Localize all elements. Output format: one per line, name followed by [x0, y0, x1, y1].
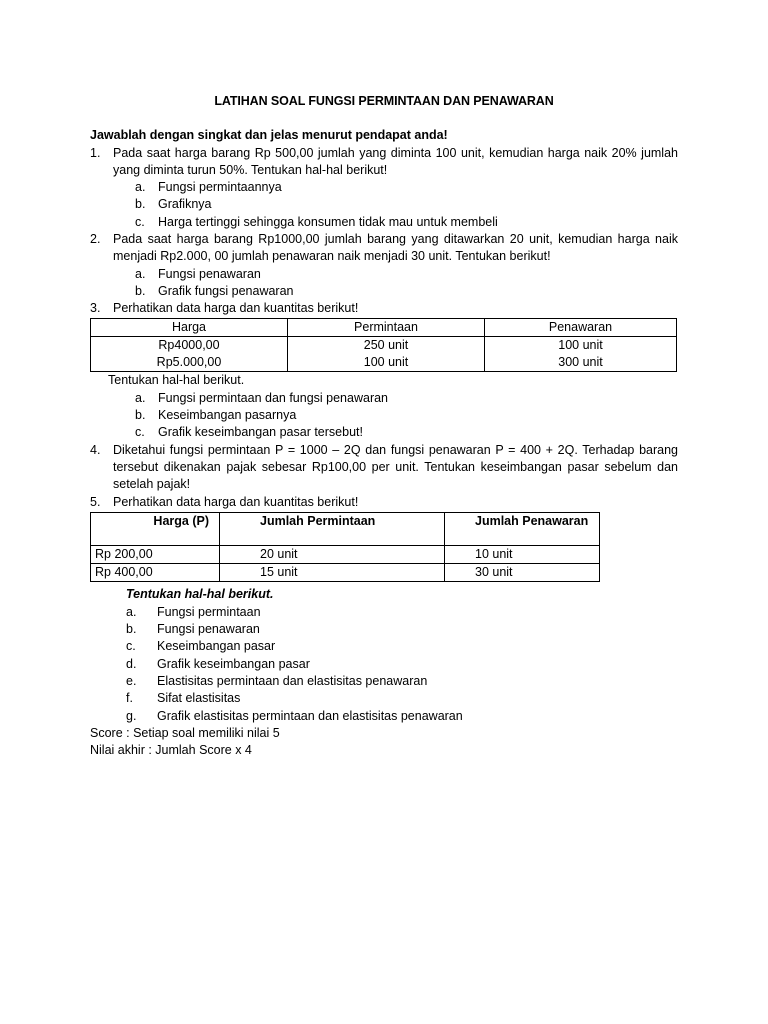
list-item: a. Fungsi permintaan dan fungsi penawaran — [135, 390, 389, 405]
score-note: Score : Setiap soal memiliki nilai 5 — [90, 725, 280, 740]
question-text: Diketahui fungsi permintaan P = 1000 – 2Q dan fungsi penawaran P = 400 + 2Q. Terhadap barang tersebut dikenakan pajak sebesar Rp100,00 per unit. Tentukan keseimbangan pasar sebelum dan setelah pajak! — [113, 442, 678, 492]
list-item: e. Elastisitas permintaan dan elastisitas penawaran — [126, 673, 428, 688]
question-5-followup: Tentukan hal-hal berikut. — [126, 587, 274, 602]
question-3 — [90, 300, 678, 317]
table-cell: Rp 200,00 — [91, 545, 220, 563]
question-number: 3. — [90, 301, 101, 316]
table-header-row — [91, 318, 677, 336]
list-item: c. Harga tertinggi sehingga konsumen tidak mau untuk membeli — [135, 214, 498, 229]
table-header-row — [91, 512, 600, 545]
question-3-followup: Tentukan hal-hal berikut. — [108, 373, 245, 388]
question-text: Pada saat harga barang Rp1000,00 jumlah barang yang ditawarkan 20 unit, kemudian harga naik menjadi Rp2.000, 00 jumlah penawaran naik menjadi 30 unit. Tentukan berikut! — [113, 232, 678, 264]
list-item: b. Keseimbangan pasarnya — [135, 408, 297, 423]
table-cell: 15 unit — [220, 564, 445, 582]
question-2 — [90, 231, 678, 266]
table-cell: 10 unit — [445, 545, 600, 563]
table-cell: 250 unit 100 unit — [288, 336, 485, 372]
table-header: Harga — [91, 318, 288, 336]
question-number: 1. — [90, 145, 101, 160]
table-row — [91, 545, 600, 563]
final-score-note: Nilai akhir : Jumlah Score x 4 — [90, 743, 252, 758]
list-item: c. Grafik keseimbangan pasar tersebut! — [135, 425, 363, 440]
list-item: b. Grafiknya — [135, 197, 212, 212]
table-header: Jumlah Permintaan — [220, 512, 445, 545]
table-cell: Rp4000,00 Rp5.000,00 — [91, 336, 288, 372]
question-text: Perhatikan data harga dan kuantitas berikut! — [113, 301, 359, 316]
list-item: b. Grafik fungsi penawaran — [135, 283, 294, 298]
list-item: d. Grafik keseimbangan pasar — [126, 656, 310, 671]
list-item: f. Sifat elastisitas — [126, 691, 241, 706]
table-cell: 20 unit — [220, 545, 445, 563]
list-item: a. Fungsi penawaran — [135, 266, 261, 281]
table-cell: Rp 400,00 — [91, 564, 220, 582]
table-header: Permintaan — [288, 318, 485, 336]
table-row — [91, 564, 600, 582]
table-row — [91, 336, 677, 372]
table-header: Penawaran — [485, 318, 677, 336]
question-text: Perhatikan data harga dan kuantitas berikut! — [113, 494, 359, 509]
table-header: Jumlah Penawaran — [445, 512, 600, 545]
table-cell: 100 unit 300 unit — [485, 336, 677, 372]
list-item: a. Fungsi permintaan — [126, 604, 261, 619]
list-item: b. Fungsi penawaran — [126, 622, 260, 637]
list-item: c. Keseimbangan pasar — [126, 639, 276, 654]
question-1 — [90, 145, 678, 180]
document-page — [90, 93, 678, 759]
data-table-1 — [90, 318, 677, 373]
list-item: g. Grafik elastisitas permintaan dan elastisitas penawaran — [126, 708, 463, 723]
question-number: 2. — [90, 232, 101, 247]
table-header: Harga (P) — [91, 512, 220, 545]
question-text: Pada saat harga barang Rp 500,00 jumlah yang diminta 100 unit, kemudian harga naik 20% jumlah yang diminta turun 50%. Tentukan hal-hal berikut! — [113, 145, 678, 177]
table-cell: 30 unit — [445, 564, 600, 582]
question-5 — [90, 494, 678, 511]
question-number: 5. — [90, 494, 101, 509]
question-4 — [90, 442, 678, 494]
document-title: LATIHAN SOAL FUNGSI PERMINTAAN DAN PENAWARAN — [214, 94, 554, 108]
list-item: a. Fungsi permintaannya — [135, 180, 282, 195]
data-table-2 — [90, 512, 600, 583]
instruction: Jawablah dengan singkat dan jelas menurut pendapat anda! — [90, 128, 448, 143]
question-number: 4. — [90, 442, 101, 457]
